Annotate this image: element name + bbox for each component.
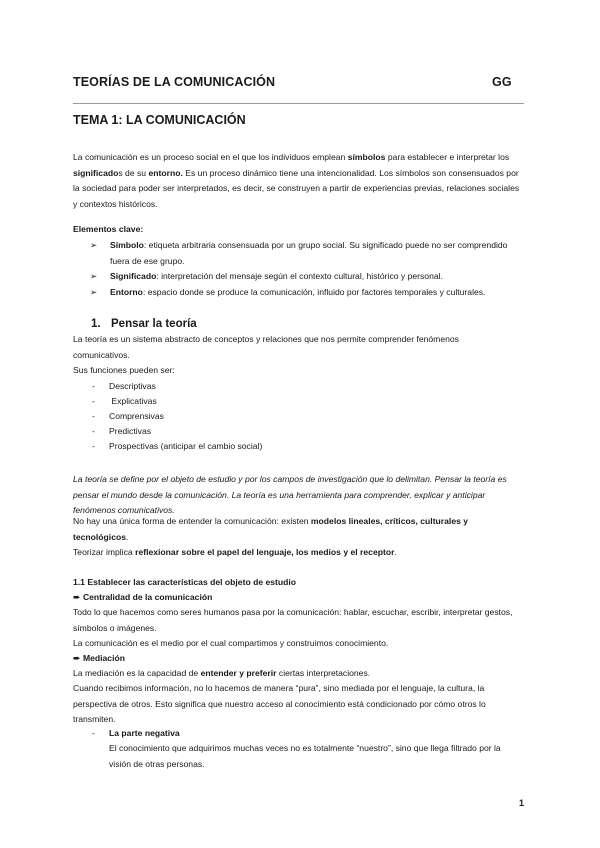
elemento-item-significado — [110, 269, 530, 285]
dash-marker: - — [92, 426, 95, 436]
header-rule — [73, 103, 524, 104]
mediacion-paragraph-2: Cuando recibimos información, no lo hacemos de manera “pura”, sino mediada por el lenguaje, la cultura, la perspectiva de otros. Esto significa que nuestro acceso al conocimiento está condicionado por cómo otros lo transmiten. — [73, 683, 486, 724]
elementos-title: Elementos clave: — [73, 224, 144, 234]
bullet-marker: ➢ — [90, 240, 98, 250]
mediacion-paragraph-1 — [73, 666, 525, 682]
mediacion-text: ciertas interpretaciones. — [276, 668, 371, 678]
intro-paragraph — [73, 150, 525, 212]
mediacion-text: La mediación es la capacidad de — [73, 668, 201, 678]
elemento-item-entorno — [110, 285, 530, 301]
modelos-text: No hay una única forma de entender la comunicación: existen — [73, 516, 311, 526]
elemento-term: Entorno — [110, 287, 143, 297]
dash-marker: - — [92, 441, 95, 451]
elemento-text: : etiqueta arbitraria consensuada por un grupo social. Su significado puede no ser comprendido fuera de ese grupo. — [110, 240, 508, 266]
section1-italic-paragraph: La teoría se define por el objeto de estudio y por los campos de investigación que lo delimitan. Pensar la teoría es pensar el mundo desde la comunicación. La teoría es una herramienta para comprender, explicar y anticipar fenómenos comunicativos. — [73, 474, 507, 515]
funcion-item: Prospectivas (anticipar el cambio social) — [109, 441, 263, 451]
centralidad-heading — [73, 590, 212, 606]
arrow-icon: ➨ — [73, 592, 81, 602]
funciones-intro: Sus funciones pueden ser: — [73, 365, 175, 375]
funcion-item: Predictivas — [109, 426, 152, 436]
intro-bold-significado: significado — [73, 167, 119, 178]
elemento-term: Símbolo — [110, 240, 144, 250]
header-title: TEORÍAS DE LA COMUNICACIÓN — [73, 75, 276, 89]
section1-teorizar-paragraph — [73, 545, 525, 561]
dash-marker: - — [92, 728, 95, 738]
intro-text: para establecer e interpretar los — [385, 152, 510, 162]
teorizar-text: Teorizar implica — [73, 547, 136, 557]
elemento-text: : espacio donde se produce la comunicación, influido por factores temporales y culturales. — [142, 287, 486, 297]
elemento-item-simbolo — [110, 238, 515, 269]
centralidad-label: Centralidad de la comunicación — [82, 592, 213, 602]
funcion-item: Descriptivas — [109, 381, 156, 391]
section1-paragraph: La teoría es un sistema abstracto de conceptos y relaciones que nos permite comprender fenómenos comunicativos. — [73, 334, 459, 360]
dash-marker: - — [92, 396, 95, 406]
section1-title: Pensar la teoría — [111, 318, 197, 330]
elemento-term: Significado — [110, 271, 157, 281]
section1-modelos-paragraph — [73, 514, 525, 545]
centralidad-paragraph-2: La comunicación es el medio por el cual compartimos y construimos conocimiento. — [73, 638, 389, 648]
intro-bold-entorno: entorno. — [148, 167, 183, 178]
tema-title: TEMA 1: LA COMUNICACIÓN — [73, 113, 246, 127]
intro-text: Es un proceso dinámico tiene una intencionalidad. Los símbolos son consensuados por la sociedad para poder ser interpretados, es decir, se construyen a partir de experiencias previas, relaciones sociales y contextos históricos. — [73, 167, 520, 209]
modelos-bold: modelos lineales, críticos, culturales y tecnológicos — [73, 516, 469, 542]
section1-number: 1. — [91, 318, 101, 330]
mediacion-bold: entender y preferir — [200, 668, 277, 678]
teorizar-text: . — [394, 547, 397, 557]
parte-negativa-heading: La parte negativa — [109, 728, 180, 738]
mediacion-heading — [73, 651, 125, 667]
section11-title: 1.1 Establecer las características del objeto de estudio — [73, 577, 297, 587]
header-initials: GG — [492, 75, 512, 89]
bullet-marker: ➢ — [90, 287, 98, 297]
intro-text: s de su — [118, 167, 149, 178]
centralidad-paragraph-1: Todo lo que hacemos como seres humanos pasa por la comunicación: hablar, escuchar, escribir, interpretar gestos, símbolos o imágenes. — [73, 607, 513, 633]
funcion-item: Comprensivas — [109, 411, 164, 421]
dash-marker: - — [92, 411, 95, 421]
intro-bold-simbolos: símbolos — [347, 152, 386, 162]
arrow-icon: ➨ — [73, 653, 81, 663]
funcion-item: Explicativas — [109, 396, 157, 406]
mediacion-label: Mediación — [82, 653, 125, 663]
intro-text: La comunicación es un proceso social en el que los individuos emplean — [73, 152, 348, 162]
teorizar-bold: reflexionar sobre el papel del lenguaje, los medios y el receptor — [135, 547, 395, 557]
elemento-text: : interpretación del mensaje según el contexto cultural, histórico y personal. — [156, 271, 443, 281]
modelos-text: . — [126, 531, 129, 542]
parte-negativa-paragraph: El conocimiento que adquirimos muchas veces no es totalmente “nuestro”, sino que llega filtrado por la visión de otras personas. — [109, 743, 501, 769]
dash-marker: - — [92, 381, 95, 391]
page-number: 1 — [519, 798, 525, 808]
bullet-marker: ➢ — [90, 271, 98, 281]
